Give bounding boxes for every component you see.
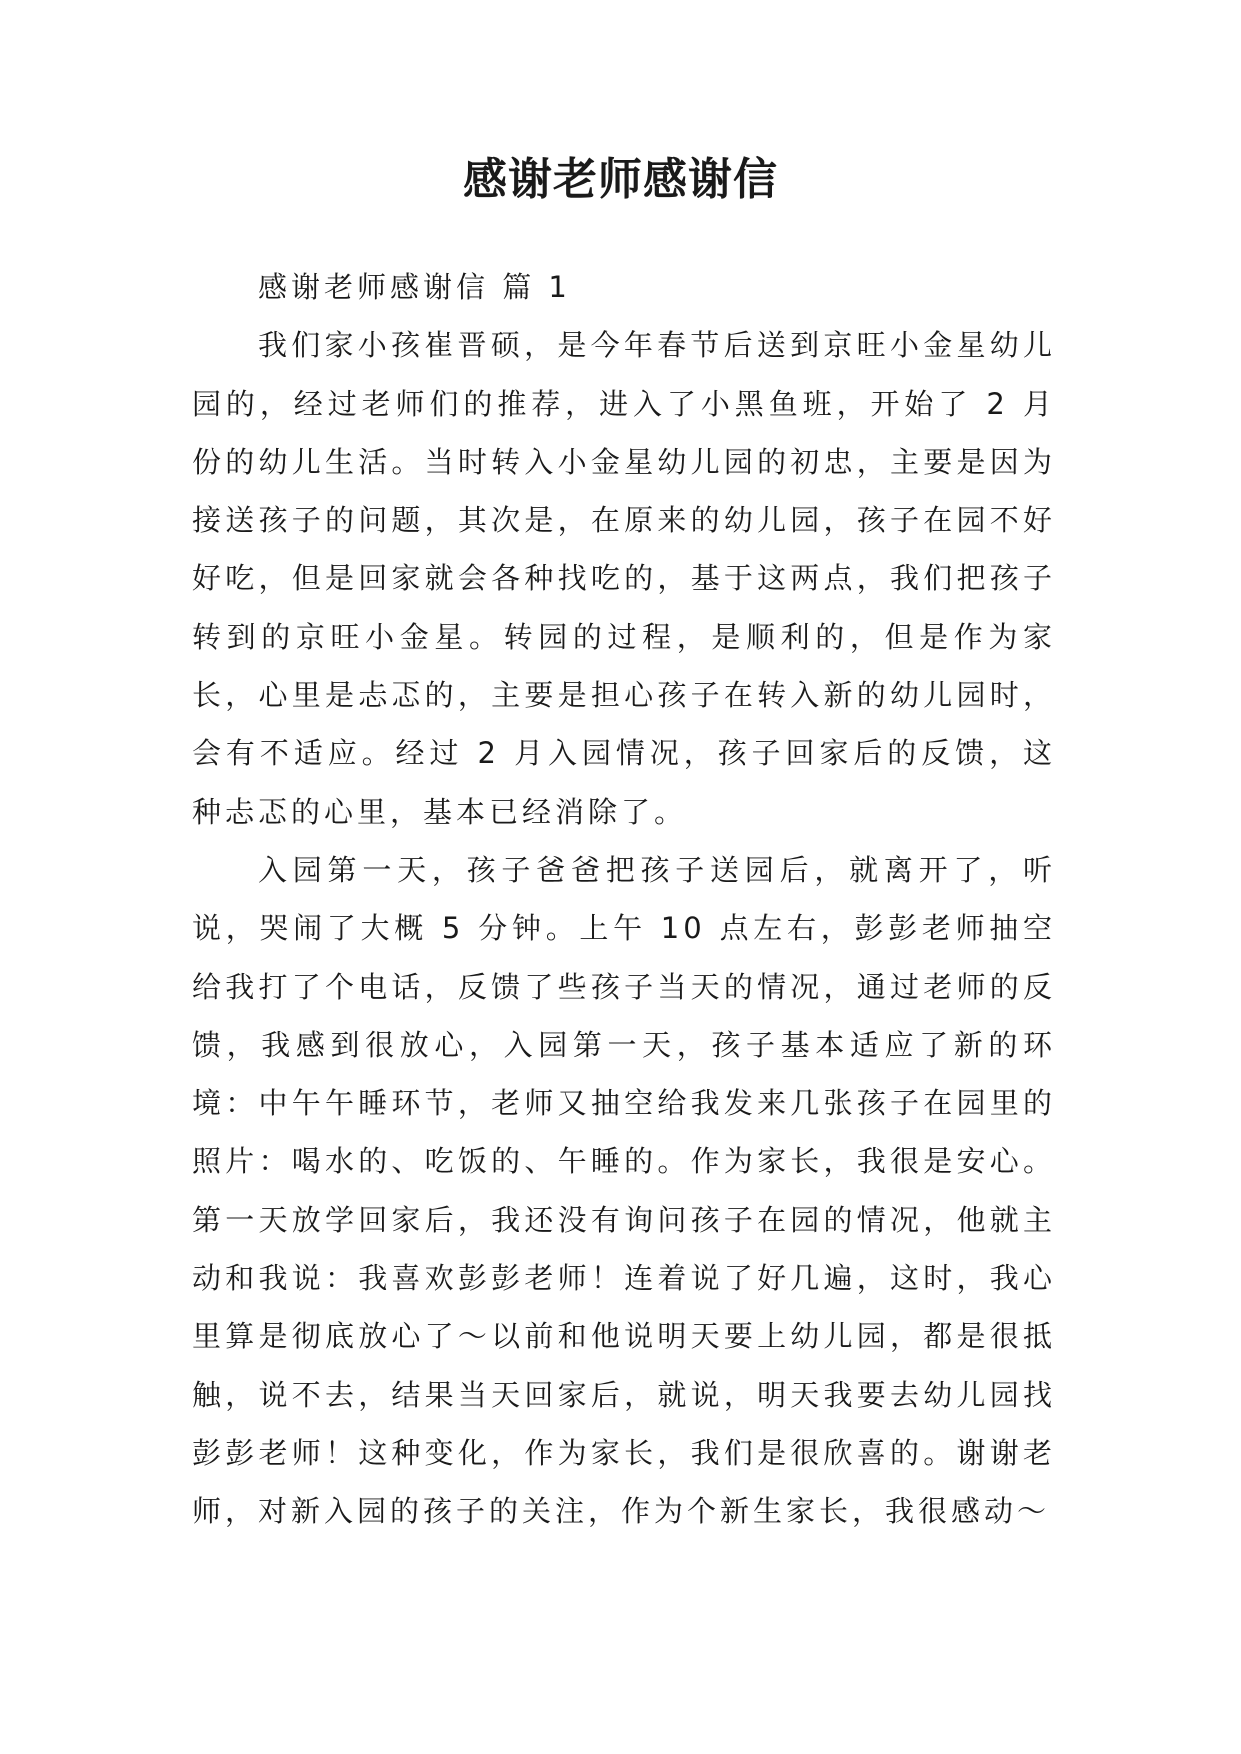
paragraph-1: 我们家小孩崔晋硕，是今年春节后送到京旺小金星幼儿园的，经过老师们的推荐，进入了小黑鱼班，开始了 2 月份的幼儿生活。当时转入小金星幼儿园的初忠，主要是因为接送孩子的问题，其次是，在原来的幼儿园，孩子在园不好好吃，但是回家就会各种找吃的，基于这两点，我们把孩子转到的京旺小金星。转园的过程，是顺利的，但是作为家长，心里是忐忑的，主要是担心孩子在转入新的幼儿园时，会有不适应。经过 2 月入园情况，孩子回家后的反馈，这种忐忑的心里，基本已经消除了。 bbox=[192, 328, 1056, 829]
paragraph-2: 入园第一天，孩子爸爸把孩子送园后，就离开了，听说，哭闹了大概 5 分钟。上午 10 点左右，彭彭老师抽空给我打了个电话，反馈了些孩子当天的情况，通过老师的反馈，我感到很放心，入园第一天，孩子基本适应了新的环境：中午午睡环节，老师又抽空给我发来几张孩子在园里的照片：喝水的、吃饭的、午睡的。作为家长，我很是安心。第一天放学回家后，我还没有询问孩子在园的情况，他就主动和我说：我喜欢彭彭老师！连着说了好几遍，这时，我心里算是彻底放心了～以前和他说明天要上幼儿园，都是很抵触，说不去，结果当天回家后，就说，明天我要去幼儿园找彭彭老师！这种变化，作为家长，我们是很欣喜的。谢谢老师，对新入园的孩子的关注，作为个新生家长，我很感动～ bbox=[192, 852, 1056, 1529]
document-body bbox=[192, 258, 1056, 1541]
document-title: 感谢老师感谢信 bbox=[463, 154, 778, 205]
section-heading: 感谢老师感谢信 篇 1 bbox=[258, 270, 571, 304]
